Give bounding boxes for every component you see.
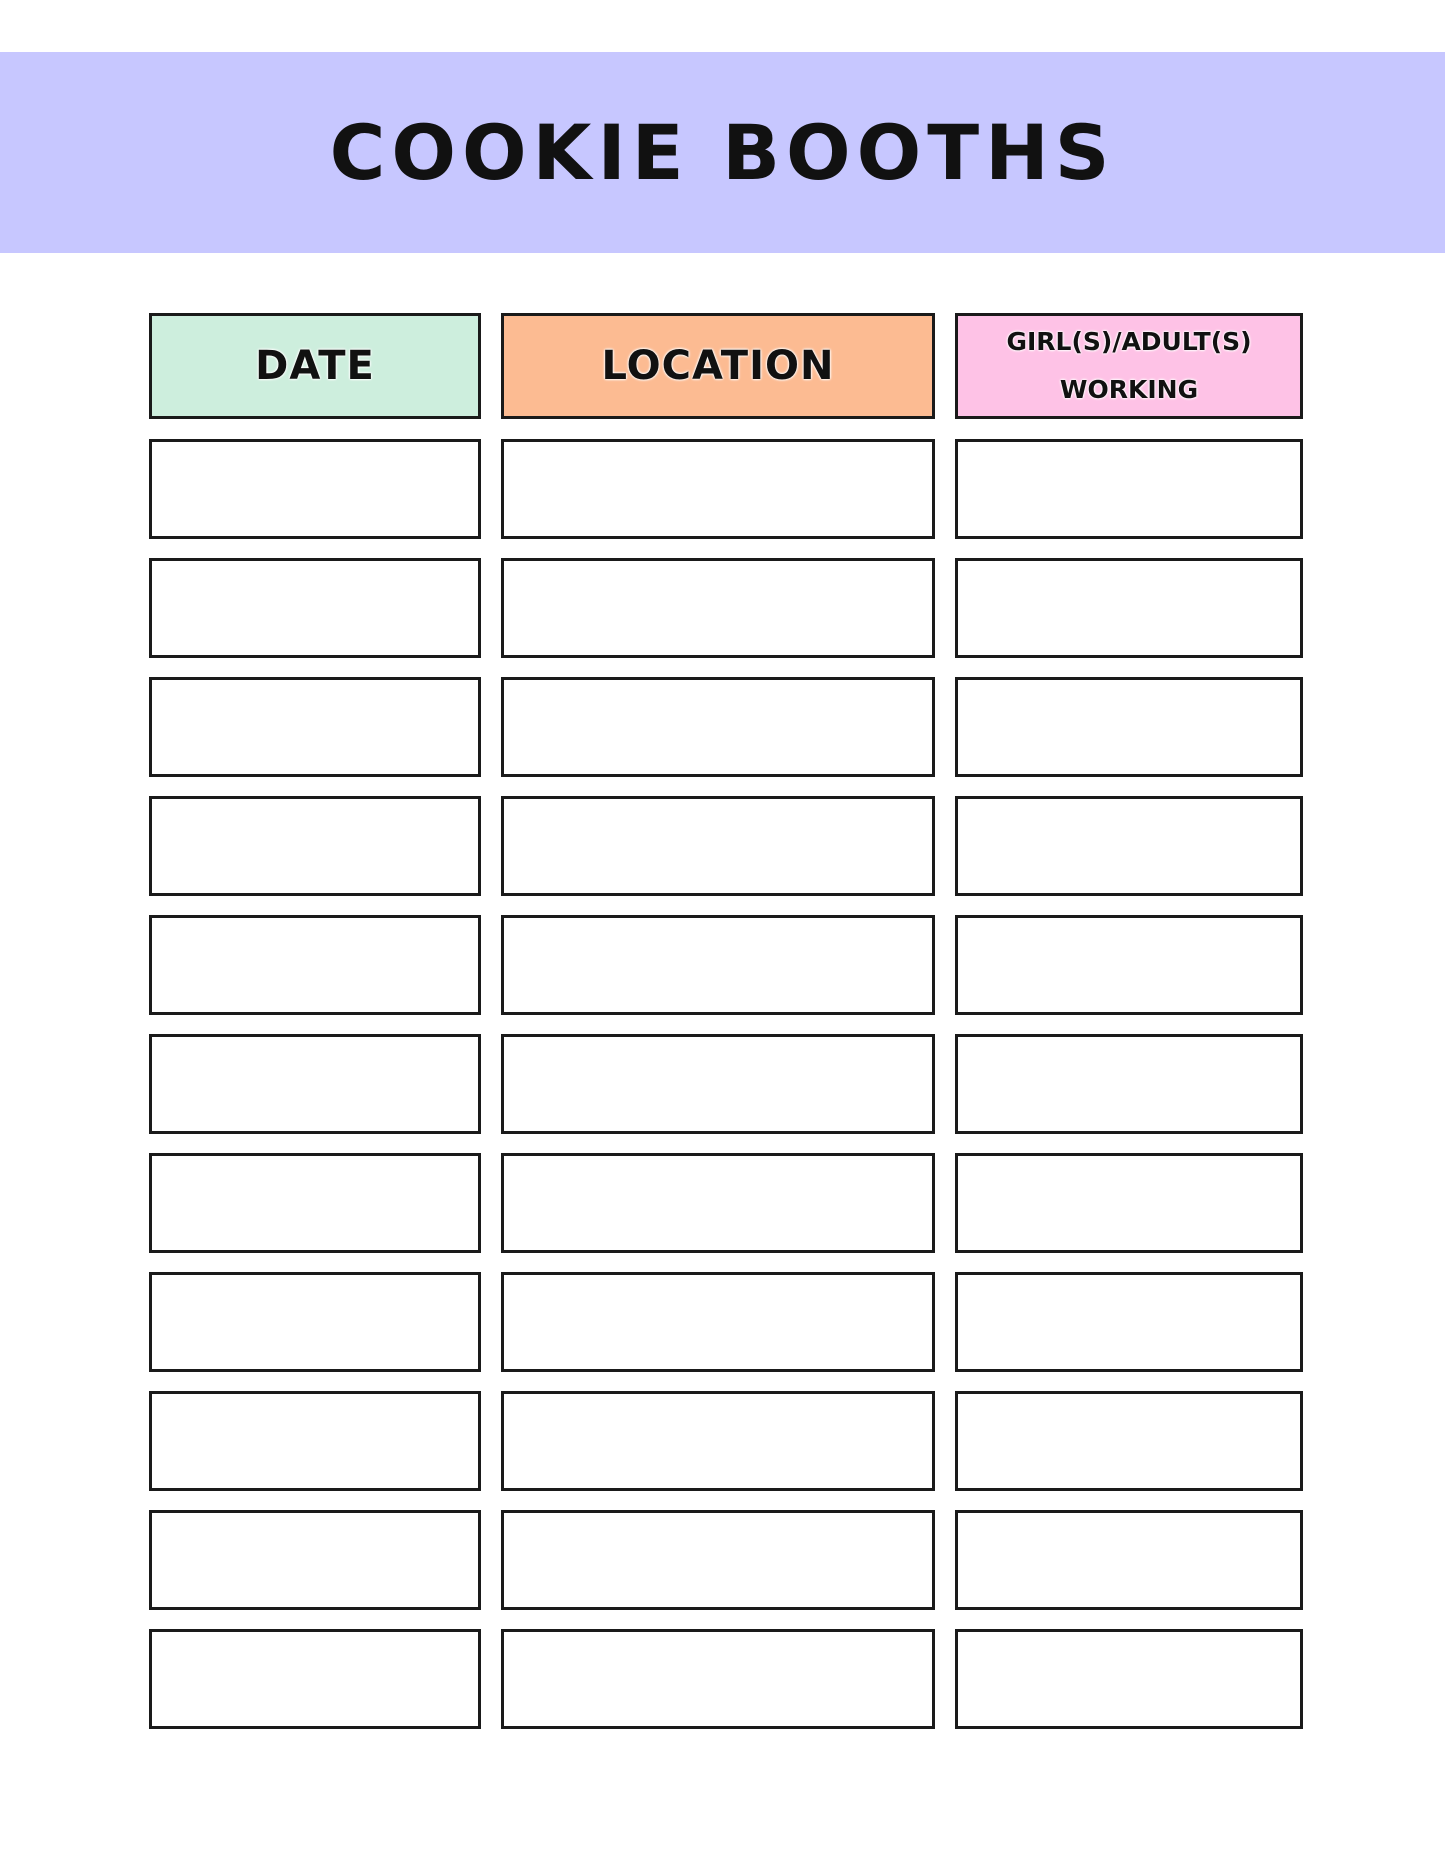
- date-field[interactable]: [149, 1153, 481, 1253]
- location-field[interactable]: [501, 1272, 935, 1372]
- workers-field[interactable]: [955, 1034, 1303, 1134]
- table-row: [149, 1272, 1303, 1372]
- location-field[interactable]: [501, 1034, 935, 1134]
- header-workers-label-line1: GIRL(S)/ADULT(S): [1006, 327, 1252, 356]
- date-field[interactable]: [149, 1629, 481, 1729]
- location-field[interactable]: [501, 1153, 935, 1253]
- header-workers: [955, 313, 1303, 419]
- header-workers-label-line2: WORKING: [1059, 375, 1199, 404]
- location-field[interactable]: [501, 915, 935, 1015]
- table-row: [149, 796, 1303, 896]
- table-row: [149, 558, 1303, 658]
- date-field[interactable]: [149, 1034, 481, 1134]
- location-field[interactable]: [501, 796, 935, 896]
- workers-field[interactable]: [955, 1272, 1303, 1372]
- workers-field[interactable]: [955, 1391, 1303, 1491]
- location-field[interactable]: [501, 558, 935, 658]
- table-row: [149, 1153, 1303, 1253]
- table-row: [149, 1034, 1303, 1134]
- location-field[interactable]: [501, 1510, 935, 1610]
- header-location: [501, 313, 935, 419]
- date-field[interactable]: [149, 1391, 481, 1491]
- title-band: [0, 52, 1445, 253]
- workers-field[interactable]: [955, 1629, 1303, 1729]
- date-field[interactable]: [149, 1272, 481, 1372]
- table-row: [149, 677, 1303, 777]
- header-date-label: DATE: [255, 343, 375, 389]
- table-row: [149, 1391, 1303, 1491]
- location-field[interactable]: [501, 1391, 935, 1491]
- location-field[interactable]: [501, 439, 935, 539]
- date-field[interactable]: [149, 558, 481, 658]
- location-field[interactable]: [501, 677, 935, 777]
- table-row: [149, 1510, 1303, 1610]
- page-title: COOKIE BOOTHS: [329, 108, 1116, 197]
- date-field[interactable]: [149, 439, 481, 539]
- table-row: [149, 915, 1303, 1015]
- location-field[interactable]: [501, 1629, 935, 1729]
- date-field[interactable]: [149, 1510, 481, 1610]
- date-field[interactable]: [149, 796, 481, 896]
- date-field[interactable]: [149, 915, 481, 1015]
- header-location-label: LOCATION: [601, 343, 835, 389]
- workers-field[interactable]: [955, 796, 1303, 896]
- date-field[interactable]: [149, 677, 481, 777]
- header-date: [149, 313, 481, 419]
- workers-field[interactable]: [955, 439, 1303, 539]
- workers-field[interactable]: [955, 1510, 1303, 1610]
- table-row: [149, 439, 1303, 539]
- table-header-row: [149, 313, 1303, 419]
- table-row: [149, 1629, 1303, 1729]
- workers-field[interactable]: [955, 1153, 1303, 1253]
- workers-field[interactable]: [955, 677, 1303, 777]
- workers-field[interactable]: [955, 558, 1303, 658]
- workers-field[interactable]: [955, 915, 1303, 1015]
